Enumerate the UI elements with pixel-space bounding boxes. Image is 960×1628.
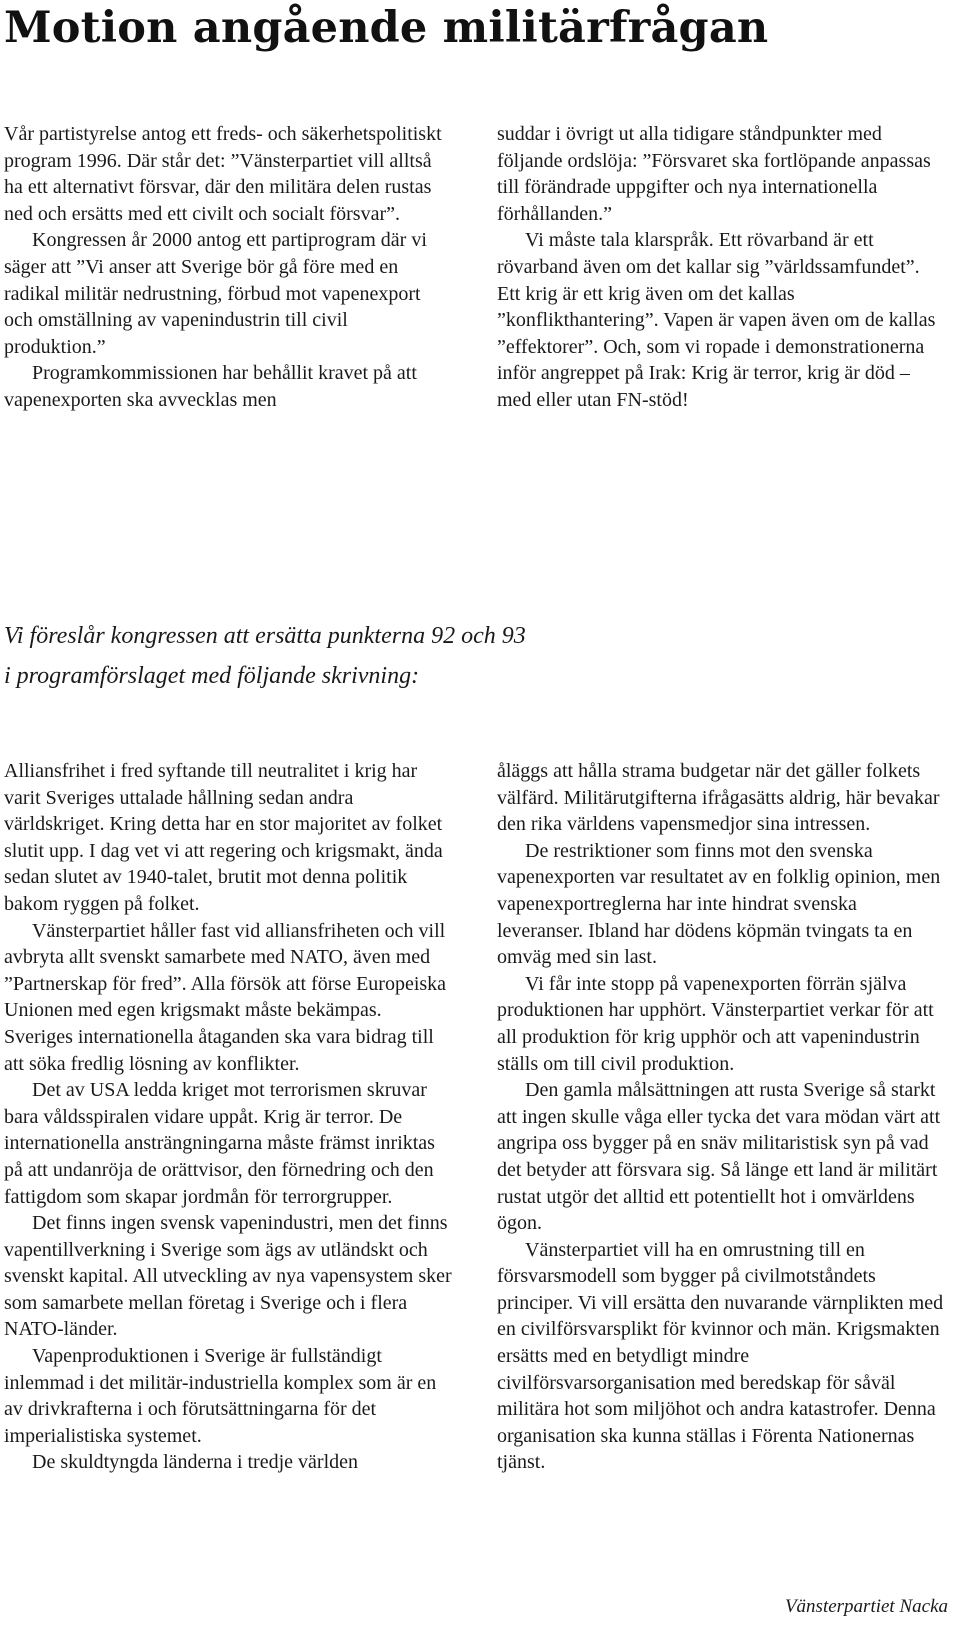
paragraph: Den gamla målsättningen att rusta Sverige så starkt att ingen skulle våga eller tycka det vara mödan värt att angripa oss bygger på en snäv militaristisk syn på vad det betyder att försvara sig. Så länge ett land är militärt rustat utgör det alltid ett potentiellt hot i omvärldens ögon. [497,1079,941,1235]
paragraph: Vår partistyrelse antog ett freds- och säkerhetspolitiskt program 1996. Där står det: ”Vänsterpartiet vill alltså ha ett alternativt försvar, där den militära delen rustas ned och ersätts med ett civilt och socialt försvar”. [4,123,442,225]
intro-column-right [497,121,945,414]
proposal-column-right [497,758,945,1476]
paragraph: Vapenproduktionen i Sverige är fullständigt inlemmad i det militär-industriella komplex som är en av drivkrafterna i och förutsättningarna för det imperialistiska systemet. [4,1345,437,1447]
proposal-column-left [4,758,452,1476]
paragraph: Det av USA ledda kriget mot terrorismen skruvar bara våldsspiralen vidare uppåt. Krig är terror. De internationella ansträngningarna måste främst inriktas på att undanröja de orättvisor, den förnedring och den fattigdom som skapar jordmån för terrorgrupper. [4,1079,435,1208]
proposal-heading [4,616,924,696]
paragraph: Vi får inte stopp på vapenexporten förrän själva produktionen har upphört. Vänsterpartiet verkar för att all produktion för krig upphör och att vapenindustrin ställs om till civil produktion. [497,972,934,1075]
page-title: Motion angående militärfrågan [4,3,769,53]
paragraph: suddar i övrigt ut alla tidigare ståndpunkter med följande ordslöja: ”Försvaret ska fortlöpande anpassas till förändrade uppgifter och nya internationella förhållanden.” [497,123,931,225]
paragraph: De skuldtyngda länderna i tredje världen [32,1451,358,1474]
intro-column-left [4,121,452,414]
proposal-line: i programförslaget med följande skrivning: [4,663,420,689]
paragraph: Kongressen år 2000 antog ett partiprogram där vi säger att ”Vi anser att Sverige bör gå före med en radikal militär nedrustning, förbud mot vapenexport och omställning av vapenindustrin till civil produktion.” [4,229,427,358]
paragraph: De restriktioner som finns mot den svenska vapenexporten var resultatet av en folklig opinion, men vapenexportreglerna har inte hindrat svenska leveranser. Ibland har dödens köpmän tvingats ta en omväg med sin last. [497,839,941,969]
paragraph: Alliansfrihet i fred syftande till neutralitet i krig har varit Sveriges uttalade hållning sedan andra världskriget. Kring detta har en stor majoritet av folket slutit upp. I dag vet vi att regering och krigsmakt, ända sedan slutet av 1940-talet, brutit mot denna politik bakom ryggen på folket. [4,760,443,915]
paragraph: Vi måste tala klarspråk. Ett rövarband är ett rövarband även om det kallar sig ”världssamfundet”. Ett krig är ett krig även om det kallas ”konflikthantering”. Vapen är vapen även om de kallas ”effektorer”. Och, som vi ropade i demonstrationerna inför angreppet på Irak: Krig är terror, krig är död – med eller utan FN-stöd! [497,229,936,411]
signature: Vänsterpartiet Nacka [784,1596,948,1617]
paragraph: åläggs att hålla strama budgetar när det gäller folkets välfärd. Militärutgifterna ifrågasätts aldrig, här bevakar den rika världens vapensmedjor sina intressen. [497,760,940,836]
paragraph: Det finns ingen svensk vapenindustri, men det finns vapentillverkning i Sverige som ägs av utländskt och svenskt kapital. All utveckling av nya vapensystem sker som samarbete mellan företag i Sverige och i flera NATO-länder. [4,1212,452,1341]
proposal-line: Vi föreslår kongressen att ersätta punkterna 92 och 93 [4,623,526,649]
paragraph: Vänsterpartiet håller fast vid alliansfriheten och vill avbryta allt svenskt samarbete med NATO, även med ”Partnerskap för fred”. Alla försök att förse Europeiska Unionen med egen krigsmakt måste bekämpas. Sveriges internationella åtaganden ska vara bidrag till att söka fredlig lösning av konflikter. [4,919,447,1075]
paragraph: Programkommissionen har behållit kravet på att vapenexporten ska avvecklas men [4,362,417,411]
paragraph: Vänsterpartiet vill ha en omrustning till en försvarsmodell som bygger på civilmotståndets principer. Vi vill ersätta den nuvarande värnplikten med en civilförsvarsplikt för kvinnor och män. Krigsmakten ersätts med en betydligt mindre civilförsvarsorganisation med beredskap för såväl militära hot som miljöhot och andra katastrofer. Denna organisation ska kunna ställas i Förenta Nationernas tjänst. [497,1238,944,1474]
